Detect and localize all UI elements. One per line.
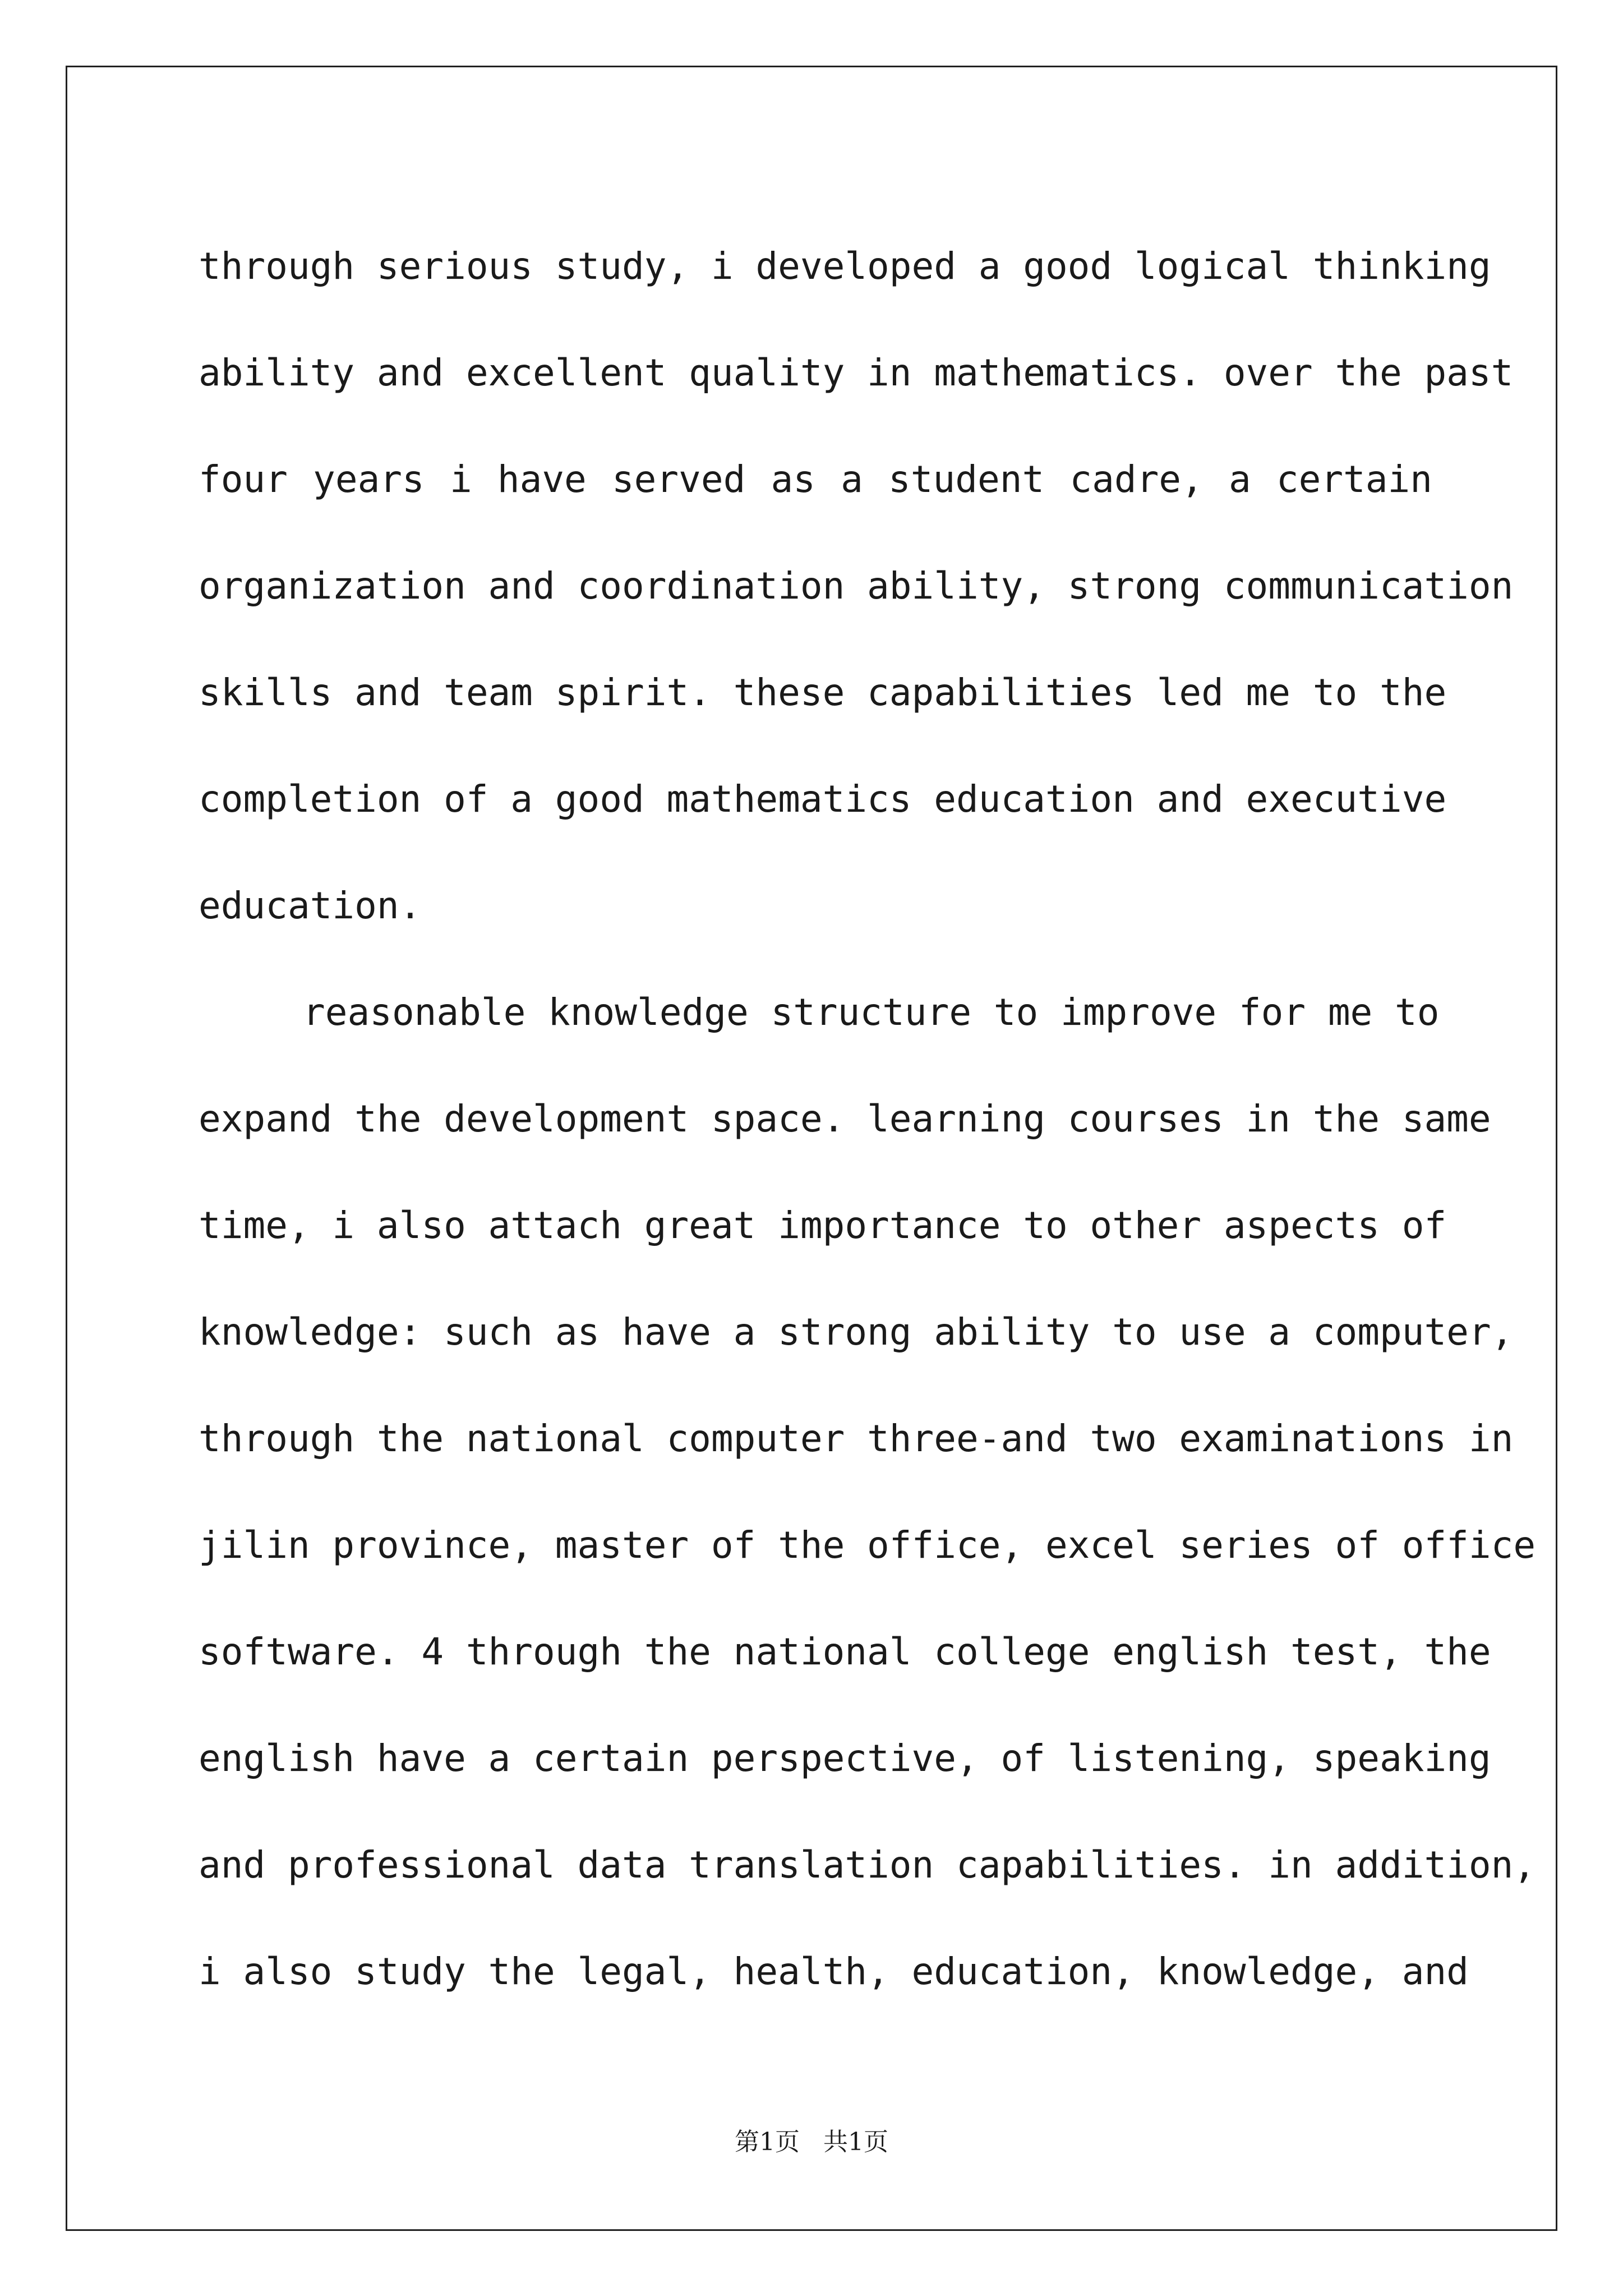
text-line: i also study the legal, health, education, knowledge, and xyxy=(199,1950,1469,1993)
page-footer: 第1页 共1页 xyxy=(735,2128,888,2156)
text-line: software. 4 through the national college english test, the xyxy=(199,1630,1491,1673)
paragraph-2 xyxy=(199,959,1536,2025)
text-line: ability and excellent quality in mathematics. over the past xyxy=(199,351,1514,394)
text-line: organization and coordination ability, strong communication xyxy=(199,564,1514,608)
text-line: through serious study, i developed a good logical thinking xyxy=(199,245,1491,288)
paragraph-1 xyxy=(199,213,1514,959)
text-line: through the national computer three-and two examinations in xyxy=(199,1417,1514,1460)
text-line: time, i also attach great importance to other aspects of xyxy=(199,1204,1447,1247)
text-line: jilin province, master of the office, excel series of office xyxy=(199,1524,1536,1567)
text-line: education. xyxy=(199,884,422,927)
text-line: completion of a good mathematics education and executive xyxy=(199,777,1447,821)
text-line: skills and team spirit. these capabilities led me to the xyxy=(199,671,1447,714)
text-line: reasonable knowledge structure to improve for me to xyxy=(303,991,1440,1034)
document-body xyxy=(199,213,1536,2025)
text-line: english have a certain perspective, of listening, speaking xyxy=(199,1737,1491,1780)
text-line: expand the development space. learning courses in the same xyxy=(199,1097,1491,1140)
text-line: knowledge: such as have a strong ability to use a computer, xyxy=(199,1310,1514,1354)
text-line: four years i have served as a student cadre, a certain xyxy=(199,458,1432,501)
text-line: and professional data translation capabilities. in addition, xyxy=(199,1843,1536,1887)
